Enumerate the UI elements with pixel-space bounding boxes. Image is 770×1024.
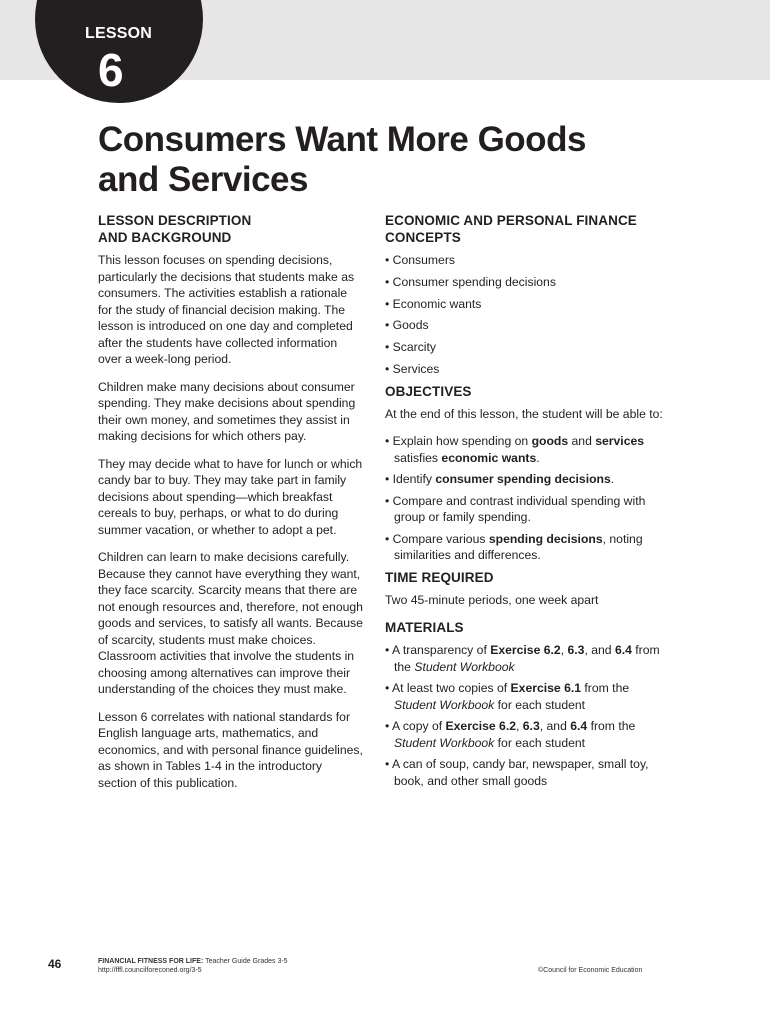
- objectives-list: [385, 433, 670, 564]
- time-required-text: Two 45-minute periods, one week apart: [385, 592, 599, 607]
- lesson-label: LESSON: [85, 25, 152, 42]
- list-item: • Consumers: [385, 253, 455, 267]
- page-number: 46: [48, 957, 62, 971]
- concepts-list: [385, 252, 670, 377]
- list-item: • Identify consumer spending decisions.: [385, 472, 615, 487]
- list-item: • Explain how spending on goods and services satisfies economic wants.: [385, 434, 645, 465]
- objectives-heading: OBJECTIVES: [385, 383, 472, 399]
- materials-heading: MATERIALS: [385, 620, 464, 636]
- list-item: • Compare and contrast individual spending with group or family spending.: [385, 493, 646, 525]
- right-column: [385, 212, 670, 794]
- paragraph: Children can learn to make decisions carefully. Because they cannot have everything they want, they face scarcity. Scarcity means that there are not enough resources and, therefore, not enough goods and services, to satisfy all wants. Because of scarcity, students must make choices. Classroom activities that involve the students in choosing among alternatives can improve their understanding of the choices they must make.: [98, 550, 363, 696]
- list-item: • Services: [385, 361, 440, 376]
- heading-line: AND BACKGROUND: [98, 230, 232, 245]
- list-item: • A transparency of Exercise 6.2, 6.3, and 6.4 from the Student Workbook: [385, 643, 660, 674]
- heading-line: ECONOMIC AND PERSONAL FINANCE: [385, 213, 637, 228]
- list-item: • Scarcity: [385, 340, 436, 355]
- lesson-badge: [35, 0, 203, 103]
- list-item: • Compare various spending decisions, noting similarities and differences.: [385, 531, 643, 563]
- heading-line: CONCEPTS: [385, 230, 461, 245]
- copyright: ©Council for Economic Education: [538, 967, 643, 974]
- page-title: [98, 120, 698, 200]
- objectives-intro: At the end of this lesson, the student will be able to:: [385, 406, 663, 421]
- lesson-number: 6: [98, 44, 124, 96]
- paragraph: Children make many decisions about consumer spending. They make decisions about spending their own money, and sometimes they assist in making decisions for which others pay.: [98, 379, 356, 443]
- publication-title: FINANCIAL FITNESS FOR LIFE:: [98, 958, 204, 965]
- publication-info: [98, 957, 288, 975]
- lesson-description-heading: [98, 212, 363, 246]
- time-required-heading: TIME REQUIRED: [385, 569, 494, 585]
- heading-line: LESSON DESCRIPTION: [98, 213, 252, 228]
- publication-url: http://fffl.councilforeconed.org/3-5: [98, 967, 202, 974]
- paragraph: Lesson 6 correlates with national standards for English language arts, mathematics, and economics, and with personal finance guidelines, as shown in Tables 1-4 in the introductory section of this publication.: [98, 709, 363, 790]
- list-item: • A copy of Exercise 6.2, 6.3, and 6.4 from the Student Workbook for each student: [385, 719, 636, 750]
- materials-list: [385, 642, 670, 789]
- concepts-heading: [385, 212, 670, 246]
- paragraph: This lesson focuses on spending decisions, particularly the decisions that students make as consumers. The activities establish a rationale for the study of financial decision making. The lesson is introduced on one day and completed after the students have collected information over a week-long period.: [98, 253, 355, 366]
- left-column: [98, 212, 363, 802]
- title-line-2: and Services: [98, 160, 308, 199]
- list-item: • A can of soup, candy bar, newspaper, small toy, book, and other small goods: [385, 757, 649, 788]
- publication-subtitle: Teacher Guide Grades 3-5: [203, 958, 288, 965]
- title-line-1: Consumers Want More Goods: [98, 120, 586, 159]
- list-item: • Economic wants: [385, 296, 482, 311]
- paragraph: They may decide what to have for lunch or which candy bar to buy. They may take part in family decisions about spending—which breakfast cereals to buy, perhaps, or what to do during summer vacation, or whether to adopt a pet.: [98, 456, 363, 537]
- list-item: • Goods: [385, 318, 429, 333]
- list-item: • At least two copies of Exercise 6.1 from the Student Workbook for each student: [385, 681, 630, 712]
- list-item: • Consumer spending decisions: [385, 274, 556, 289]
